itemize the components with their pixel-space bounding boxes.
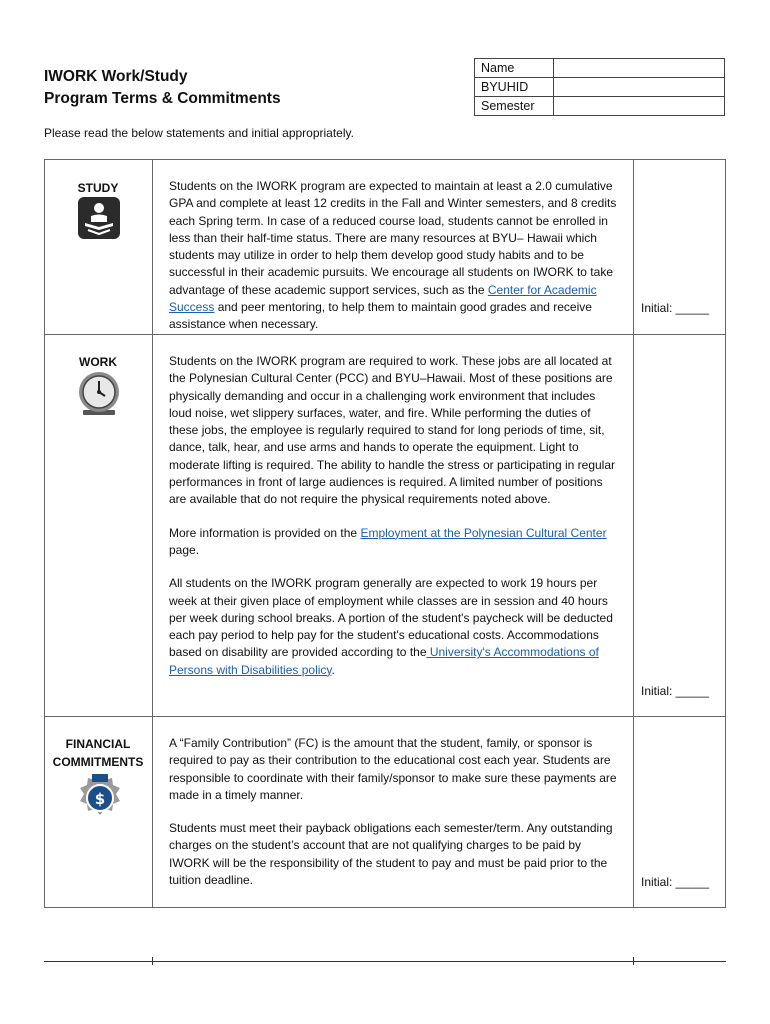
academic-success-link[interactable]: Center for Academic Success — [169, 282, 597, 315]
financial-label-line-1: FINANCIAL — [65, 737, 131, 751]
disabilities-policy-link[interactable]: University's Accommodations of Persons with Disabilities policy — [169, 645, 599, 677]
financial-text — [169, 735, 621, 905]
work-text-3a: All students on the IWORK program generally are expected to work 19 hours per week at their given place of employment while classes are in session and 40 hours per week during school breaks. A portion of the student's paycheck will be deducted each pay period to help pay for the student's educational costs. Accommodations based on disability are provided according to the — [169, 576, 613, 660]
info-row-byuhid — [475, 78, 725, 97]
work-text-2b: page. — [169, 542, 200, 557]
study-text-a: Students on the IWORK program are expected to maintain at least a 2.0 cumulative GPA and complete at least 12 credits in the Fall and Winter semesters, and 8 credits each Spring term. In case of a reduced course load, students cannot be enrolled in less than their half-time status. There are many resources at BYU– Hawaii which students may utilize in order to help them develop good study habits and to be successful in their academic pursuits. We encourage all students on IWORK to take advantage of these academic support services, such as the — [169, 179, 617, 297]
semester-field[interactable] — [554, 97, 725, 116]
row-divider-2 — [44, 716, 726, 717]
study-text — [169, 178, 621, 350]
work-text-2a: More information is provided on the — [169, 525, 361, 540]
student-info-table — [474, 58, 725, 116]
work-initial[interactable]: Initial: _____ — [641, 684, 710, 698]
clock-icon — [77, 370, 121, 416]
work-text-3b: . — [331, 662, 335, 677]
study-text-b: and peer mentoring, to help them to maintain good grades and receive assistance when necessary. — [169, 300, 592, 332]
work-label: WORK — [79, 355, 117, 369]
study-icon — [77, 196, 121, 240]
financial-label — [45, 735, 151, 771]
pcc-employment-link[interactable]: Employment at the Polynesian Cultural Center — [360, 525, 607, 540]
semester-label: Semester — [475, 97, 554, 116]
money-icon — [78, 774, 122, 818]
work-paragraph-1: Students on the IWORK program are required to work. These jobs are all located at the Polynesian Cultural Center (PCC) and BYU–Hawaii. Most of these positions are physically demanding and occur in a challenging work environment that includes loud noise, wet slippery surfaces, water, and fire. While performing the duties of these jobs, the employee is regularly required to stand for long periods of time, sit, dance, talk, hear, and use arms and hands to operate the equipment. Light to moderate lifting is required. The ability to handle the stress or participating in regular performances in front of large audiences is required. A limited number of positions are available that do not require the physical requirements noted above. — [169, 354, 616, 507]
financial-initial[interactable]: Initial: _____ — [641, 875, 710, 889]
bottom-rule — [44, 961, 726, 962]
financial-paragraph-1: A “Family Contribution” (FC) is the amount that the student, family, or sponsor is required to pay as their contribution to the educational cost each year. Students are responsible to coordinate with their family/sponsor to make sure these payments are made in a timely manner. — [169, 736, 617, 802]
study-initial[interactable]: Initial: _____ — [641, 301, 710, 315]
title-line-2: Program Terms & Commitments — [44, 90, 281, 107]
title-line-1: IWORK Work/Study — [44, 68, 188, 85]
column-divider-right — [633, 159, 634, 908]
document-title — [44, 66, 281, 110]
svg-text:$: $ — [94, 790, 106, 808]
byuhid-label: BYUHID — [475, 78, 554, 97]
name-field[interactable] — [554, 59, 725, 78]
financial-label-line-2: COMMITMENTS — [52, 755, 144, 769]
info-row-name — [475, 59, 725, 78]
column-divider-left — [152, 159, 153, 908]
instructions-text: Please read the below statements and initial appropriately. — [44, 126, 354, 140]
bottom-rule-tick-left — [152, 957, 153, 965]
byuhid-field[interactable] — [554, 78, 725, 97]
work-text — [169, 353, 621, 695]
name-label: Name — [475, 59, 554, 78]
info-row-semester — [475, 97, 725, 116]
bottom-rule-tick-right — [633, 957, 634, 965]
study-label: STUDY — [77, 181, 119, 195]
financial-paragraph-2: Students must meet their payback obligations each semester/term. Any outstanding charges on the student’s account that are not qualifying charges to be paid by IWORK will be the responsibility of the student to pay and must be paid prior to the tuition deadline. — [169, 821, 613, 888]
